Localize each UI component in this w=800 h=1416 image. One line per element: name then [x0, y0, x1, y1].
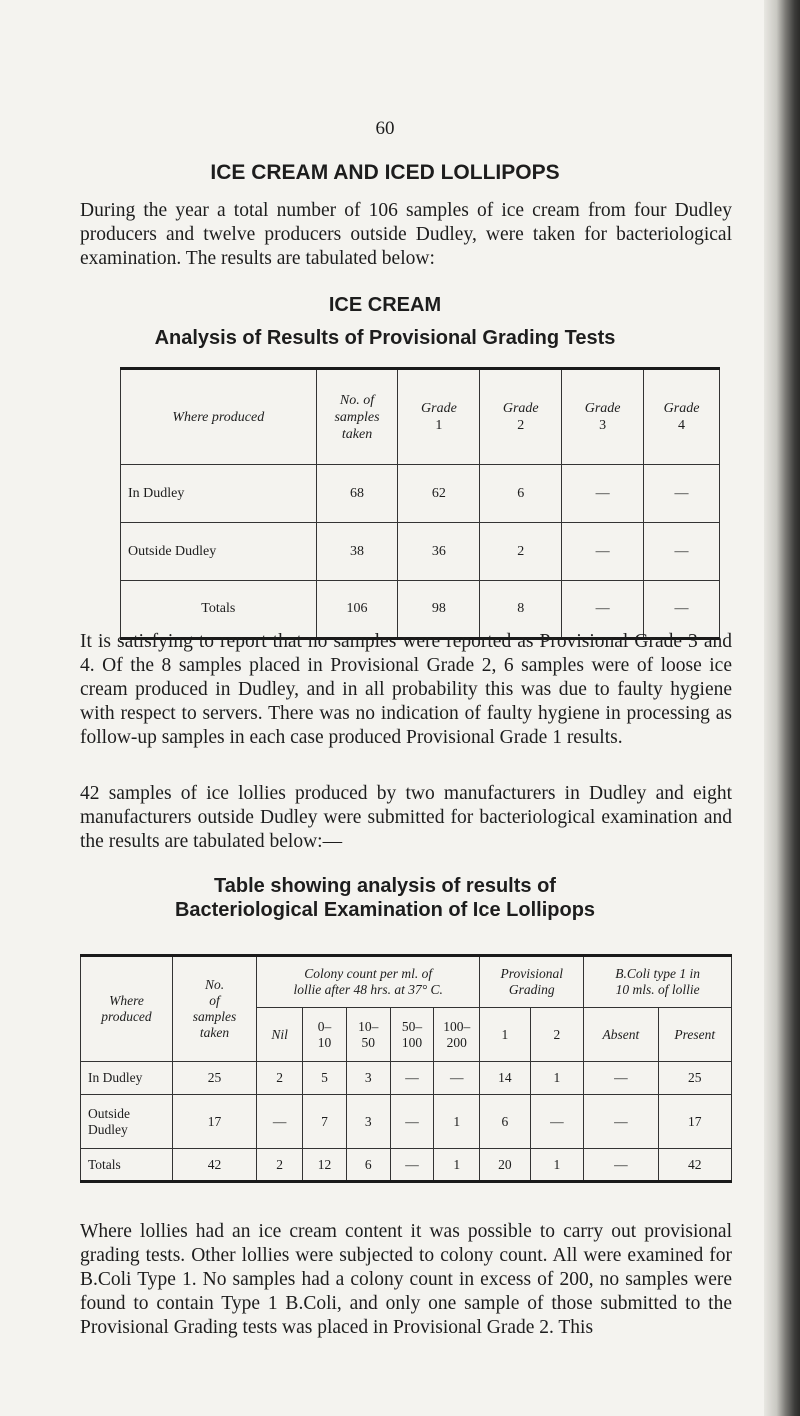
row-label: In Dudley [81, 1062, 173, 1095]
cell-grade-1: 36 [398, 523, 480, 581]
header-grade-4: Grade 4 [644, 369, 720, 465]
cell-range-50-100: — [390, 1062, 434, 1095]
cell-grade-2: 1 [530, 1149, 584, 1182]
row-label: Outside Dudley [121, 523, 317, 581]
cell-range-100-200: 1 [434, 1149, 480, 1182]
table-row-totals [81, 1149, 732, 1182]
cell-absent: — [584, 1062, 658, 1095]
cell-range-0-10: 12 [303, 1149, 347, 1182]
cell-samples: 25 [172, 1062, 256, 1095]
header-range-10-50: 10– 50 [346, 1008, 390, 1062]
header-present: Present [658, 1008, 731, 1062]
cell-grade-4: — [644, 523, 720, 581]
cell-present: 17 [658, 1095, 731, 1149]
conclusion-paragraph: Where lollies had an ice cream content it was possible to carry out provisional grading tests. Other lollies were subjected to colony count. All were examined for B.Coli Type 1. No samples had a colony count in excess of 200, no samples were found to contain Type 1 B.Coli, and only one sample of those submitted to the Provisional Grading tests was placed in Provisional Grade 2. This [80, 1221, 732, 1338]
header-samples-taken: No. of samples taken [316, 369, 398, 465]
cell-grade-2: 1 [530, 1062, 584, 1095]
cell-samples: 68 [316, 465, 398, 523]
lollies-paragraph: 42 samples of ice lollies produced by two manufacturers in Dudley and eight manufacturers outside Dudley were submitted for bacteriological examination and the results are tabulated below:— [80, 783, 732, 852]
cell-range-100-200: 1 [434, 1095, 480, 1149]
table-row [81, 1095, 732, 1149]
cell-grade-3: — [562, 465, 644, 523]
header-nil: Nil [257, 1008, 303, 1062]
cell-grade-3: — [562, 581, 644, 639]
cell-grade-2: 2 [480, 523, 562, 581]
cell-nil: 2 [257, 1062, 303, 1095]
cell-samples: 106 [316, 581, 398, 639]
cell-grade-1: 6 [480, 1095, 530, 1149]
cell-grade-1: 98 [398, 581, 480, 639]
cell-range-10-50: 6 [346, 1149, 390, 1182]
cell-grade-1: 20 [480, 1149, 530, 1182]
header-range-0-10: 0– 10 [303, 1008, 347, 1062]
row-label: Totals [81, 1149, 173, 1182]
cell-grade-3: — [562, 523, 644, 581]
cell-range-100-200: — [434, 1062, 480, 1095]
book-spine-shadow [764, 0, 800, 1416]
header-grade-1: Grade 1 [398, 369, 480, 465]
cell-grade-2: 6 [480, 465, 562, 523]
row-label: In Dudley [121, 465, 317, 523]
cell-grade-2: — [530, 1095, 584, 1149]
header-samples-taken: No. of samples taken [172, 956, 256, 1062]
intro-paragraph: During the year a total number of 106 samples of ice cream from four Dudley producers and twelve producers outside Dudley, were taken for bacteriological examination. The results are tabulated below: [80, 200, 732, 269]
header-where-produced: Where produced [81, 956, 173, 1062]
cell-samples: 17 [172, 1095, 256, 1149]
cell-range-0-10: 7 [303, 1095, 347, 1149]
header-range-50-100: 50– 100 [390, 1008, 434, 1062]
cell-range-0-10: 5 [303, 1062, 347, 1095]
cell-grade-1: 62 [398, 465, 480, 523]
table-row [121, 465, 720, 523]
table1-title: Analysis of Results of Provisional Grading Tests [154, 327, 616, 349]
header-colony-count: Colony count per ml. of lollie after 48 hrs. at 37° C. [257, 956, 480, 1008]
page-number: 60 [375, 118, 395, 139]
cell-grade-4: — [644, 581, 720, 639]
lollipop-table [80, 954, 732, 1183]
header-provisional-grading: Provisional Grading [480, 956, 584, 1008]
header-grade-1: 1 [480, 1008, 530, 1062]
lollipop-header-row-1 [81, 956, 732, 1008]
cell-range-50-100: — [390, 1149, 434, 1182]
cell-grade-1: 14 [480, 1062, 530, 1095]
grading-table [120, 367, 720, 640]
header-grade-2: 2 [530, 1008, 584, 1062]
section-heading: ICE CREAM [328, 294, 442, 316]
table-row [81, 1062, 732, 1095]
cell-grade-2: 8 [480, 581, 562, 639]
header-grade-2: Grade 2 [480, 369, 562, 465]
header-range-100-200: 100– 200 [434, 1008, 480, 1062]
cell-range-10-50: 3 [346, 1062, 390, 1095]
table2-title-line-1: Table showing analysis of results of [214, 875, 556, 897]
cell-absent: — [584, 1095, 658, 1149]
row-label: Outside Dudley [81, 1095, 173, 1149]
header-grade-3: Grade 3 [562, 369, 644, 465]
row-label: Totals [121, 581, 317, 639]
header-where-produced: Where produced [121, 369, 317, 465]
table2-title-line-2: Bacteriological Examination of Ice Lollipops [174, 899, 596, 921]
cell-present: 25 [658, 1062, 731, 1095]
cell-samples: 38 [316, 523, 398, 581]
results-paragraph: It is satisfying to report that no samples were reported as Provisional Grade 3 and 4. Of the 8 samples placed in Provisional Grade 2, 6 samples were of loose ice cream produced in Dudley, and in all probability this was due to faulty hygiene with respect to servers. There was no indication of faulty hygiene in processing as follow-up samples in each case produced Provisional Grade 1 results. [80, 631, 732, 748]
cell-nil: — [257, 1095, 303, 1149]
header-bcoli: B.Coli type 1 in 10 mls. of lollie [584, 956, 732, 1008]
table-row [121, 523, 720, 581]
cell-present: 42 [658, 1149, 731, 1182]
cell-range-10-50: 3 [346, 1095, 390, 1149]
grading-header-row [121, 369, 720, 465]
cell-samples: 42 [172, 1149, 256, 1182]
cell-grade-4: — [644, 465, 720, 523]
cell-absent: — [584, 1149, 658, 1182]
cell-range-50-100: — [390, 1095, 434, 1149]
cell-nil: 2 [257, 1149, 303, 1182]
page-title: ICE CREAM AND ICED LOLLIPOPS [210, 161, 560, 184]
table2-title [0, 874, 770, 922]
header-absent: Absent [584, 1008, 658, 1062]
